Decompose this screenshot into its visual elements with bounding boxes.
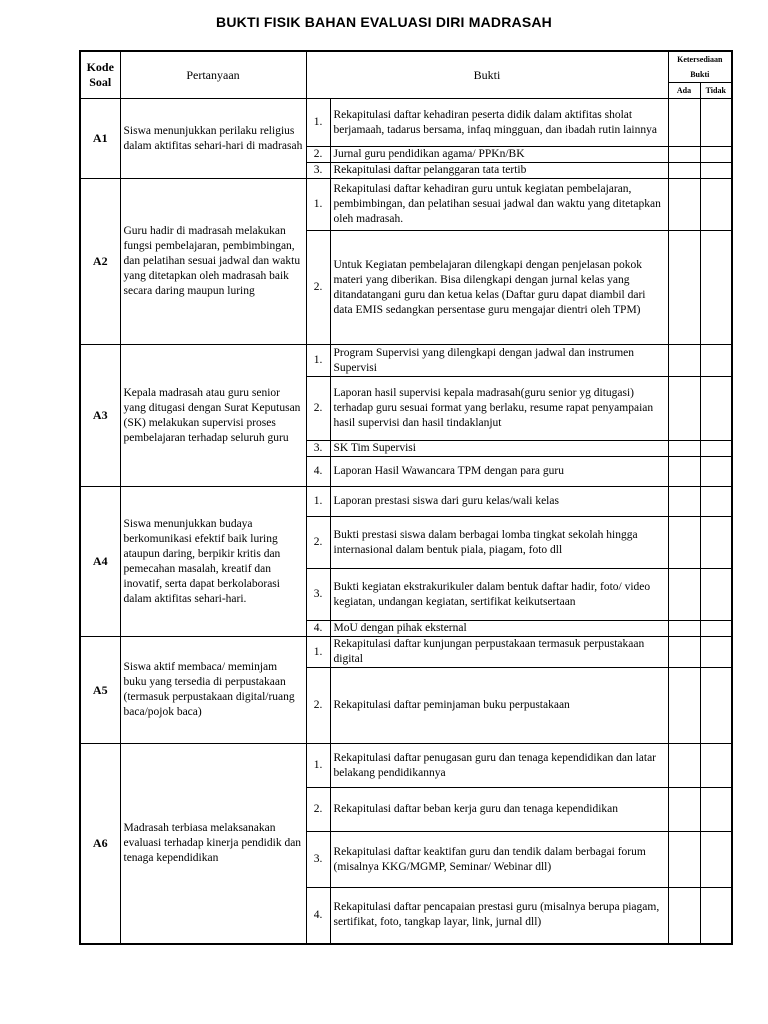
kode-soal-cell: A2 [80,179,120,345]
bukti-number: 3. [306,441,330,457]
bukti-number: 1. [306,99,330,147]
bukti-number: 4. [306,457,330,487]
ada-checkbox-cell[interactable] [668,668,700,744]
table-row [80,744,732,788]
tidak-checkbox-cell[interactable] [700,377,732,441]
document-title: BUKTI FISIK BAHAN EVALUASI DIRI MADRASAH [216,14,552,30]
ada-checkbox-cell[interactable] [668,888,700,944]
ada-checkbox-cell[interactable] [668,487,700,517]
bukti-text: Program Supervisi yang dilengkapi dengan jadwal dan instrumen Supervisi [330,345,668,377]
header-kode-soal: Kode Soal [80,51,120,99]
tidak-checkbox-cell[interactable] [700,487,732,517]
ada-checkbox-cell[interactable] [668,147,700,163]
tidak-checkbox-cell[interactable] [700,888,732,944]
tidak-checkbox-cell[interactable] [700,231,732,345]
pertanyaan-cell: Siswa aktif membaca/ meminjam buku yang tersedia di perpustakaan (termasuk perpustakaan digital/ruang baca/pojok baca) [120,637,306,744]
bukti-number: 3. [306,163,330,179]
table-row [80,179,732,231]
bukti-number: 2. [306,517,330,569]
table-body [80,99,732,944]
bukti-number: 1. [306,179,330,231]
bukti-text: Rekapitulasi daftar keaktifan guru dan tendik dalam berbagai forum (misalnya KKG/MGMP, Seminar/ Webinar dll) [330,832,668,888]
tidak-checkbox-cell[interactable] [700,832,732,888]
ada-checkbox-cell[interactable] [668,621,700,637]
ada-checkbox-cell[interactable] [668,569,700,621]
bukti-text: Jurnal guru pendidikan agama/ PPKn/BK [330,147,668,163]
bukti-text: Rekapitulasi daftar peminjaman buku perpustakaan [330,668,668,744]
bukti-text: Bukti kegiatan ekstrakurikuler dalam bentuk daftar hadir, foto/ video kegiatan, undangan kegiatan, sertifikat keikutsertaan [330,569,668,621]
header-tidak: Tidak [700,83,732,99]
bukti-number: 1. [306,637,330,668]
ada-checkbox-cell[interactable] [668,99,700,147]
bukti-text: Rekapitulasi daftar beban kerja guru dan tenaga kependidikan [330,788,668,832]
bukti-text: Rekapitulasi daftar kehadiran peserta didik dalam aktifitas sholat berjamaah, tadarus bersama, infaq mingguan, dan ibadah rutin lainnya [330,99,668,147]
ada-checkbox-cell[interactable] [668,441,700,457]
bukti-text: Laporan prestasi siswa dari guru kelas/wali kelas [330,487,668,517]
ada-checkbox-cell[interactable] [668,179,700,231]
table-row [80,345,732,377]
bukti-text: Laporan hasil supervisi kepala madrasah(guru senior yg ditugasi) terhadap guru sesuai format yang berlaku, resume rapat penyampaian hasil supervisi dan hasil tindaklanjut [330,377,668,441]
ada-checkbox-cell[interactable] [668,832,700,888]
pertanyaan-cell: Guru hadir di madrasah melakukan fungsi pembelajaran, pembimbingan, dan pelatihan sesuai jadwal dan waktu yang ditetapkan oleh madrasah baik secara daring maupun luring [120,179,306,345]
ada-checkbox-cell[interactable] [668,744,700,788]
ada-checkbox-cell[interactable] [668,231,700,345]
ada-checkbox-cell[interactable] [668,457,700,487]
tidak-checkbox-cell[interactable] [700,441,732,457]
bukti-text: Bukti prestasi siswa dalam berbagai lomba tingkat sekolah hingga internasional dalam bentuk piala, piagam, foto dll [330,517,668,569]
bukti-number: 3. [306,569,330,621]
table-row [80,487,732,517]
tidak-checkbox-cell[interactable] [700,744,732,788]
kode-soal-cell: A6 [80,744,120,944]
bukti-number: 1. [306,744,330,788]
bukti-text: Rekapitulasi daftar penugasan guru dan tenaga kependidikan dan latar belakang pendidikannya [330,744,668,788]
tidak-checkbox-cell[interactable] [700,569,732,621]
tidak-checkbox-cell[interactable] [700,788,732,832]
tidak-checkbox-cell[interactable] [700,99,732,147]
bukti-text: Rekapitulasi daftar pencapaian prestasi guru (misalnya berupa piagam, sertifikat, foto, tangkap layar, link, jurnal dll) [330,888,668,944]
bukti-number: 2. [306,788,330,832]
tidak-checkbox-cell[interactable] [700,621,732,637]
header-ketersediaan-bukti: Ketersediaan Bukti [668,51,732,83]
kode-soal-cell: A4 [80,487,120,637]
pertanyaan-cell: Madrasah terbiasa melaksanakan evaluasi terhadap kinerja pendidik dan tenaga kependidikan [120,744,306,944]
bukti-text: Laporan Hasil Wawancara TPM dengan para guru [330,457,668,487]
bukti-number: 2. [306,668,330,744]
bukti-number: 2. [306,231,330,345]
bukti-number: 1. [306,487,330,517]
tidak-checkbox-cell[interactable] [700,517,732,569]
bukti-number: 3. [306,832,330,888]
bukti-text: Rekapitulasi daftar kunjungan perpustakaan termasuk perpustakaan digital [330,637,668,668]
ada-checkbox-cell[interactable] [668,517,700,569]
bukti-number: 4. [306,621,330,637]
kode-soal-cell: A1 [80,99,120,179]
tidak-checkbox-cell[interactable] [700,147,732,163]
ada-checkbox-cell[interactable] [668,377,700,441]
tidak-checkbox-cell[interactable] [700,637,732,668]
ada-checkbox-cell[interactable] [668,788,700,832]
pertanyaan-cell: Siswa menunjukkan budaya berkomunikasi efektif baik luring ataupun daring, berpikir kritis dan pemecahan masalah, kreatif dan inovatif, serta dapat berkolaborasi dalam aktifitas sehari-hari. [120,487,306,637]
ada-checkbox-cell[interactable] [668,637,700,668]
table-row [80,99,732,147]
ada-checkbox-cell[interactable] [668,163,700,179]
header-pertanyaan: Pertanyaan [120,51,306,99]
bukti-text: Untuk Kegiatan pembelajaran dilengkapi dengan penjelasan pokok materi yang diberikan. Bisa dilengkapi dengan jurnal kelas yang ditandatangani guru dan ketua kelas (Daftar guru dapat diambil dari data EMIS sedangkan persentase guru mengajar dientri oleh TPM) [330,231,668,345]
kode-soal-cell: A5 [80,637,120,744]
bukti-text: SK Tim Supervisi [330,441,668,457]
pertanyaan-cell: Siswa menunjukkan perilaku religius dalam aktifitas sehari-hari di madrasah [120,99,306,179]
kode-soal-cell: A3 [80,345,120,487]
header-bukti: Bukti [306,51,668,99]
evidence-table [79,50,733,945]
header-ada: Ada [668,83,700,99]
tidak-checkbox-cell[interactable] [700,457,732,487]
bukti-number: 1. [306,345,330,377]
bukti-number: 2. [306,377,330,441]
bukti-text: MoU dengan pihak eksternal [330,621,668,637]
ada-checkbox-cell[interactable] [668,345,700,377]
table-row [80,637,732,668]
bukti-number: 4. [306,888,330,944]
bukti-text: Rekapitulasi daftar kehadiran guru untuk kegiatan pembelajaran, pembimbingan, dan pelatihan sesuai jadwal dan waktu yang ditetapkan oleh madrasah. [330,179,668,231]
tidak-checkbox-cell[interactable] [700,345,732,377]
bukti-number: 2. [306,147,330,163]
tidak-checkbox-cell[interactable] [700,163,732,179]
tidak-checkbox-cell[interactable] [700,179,732,231]
tidak-checkbox-cell[interactable] [700,668,732,744]
bukti-text: Rekapitulasi daftar pelanggaran tata tertib [330,163,668,179]
pertanyaan-cell: Kepala madrasah atau guru senior yang ditugasi dengan Surat Keputusan (SK) melakukan supervisi proses pembelajaran terhadap seluruh guru [120,345,306,487]
